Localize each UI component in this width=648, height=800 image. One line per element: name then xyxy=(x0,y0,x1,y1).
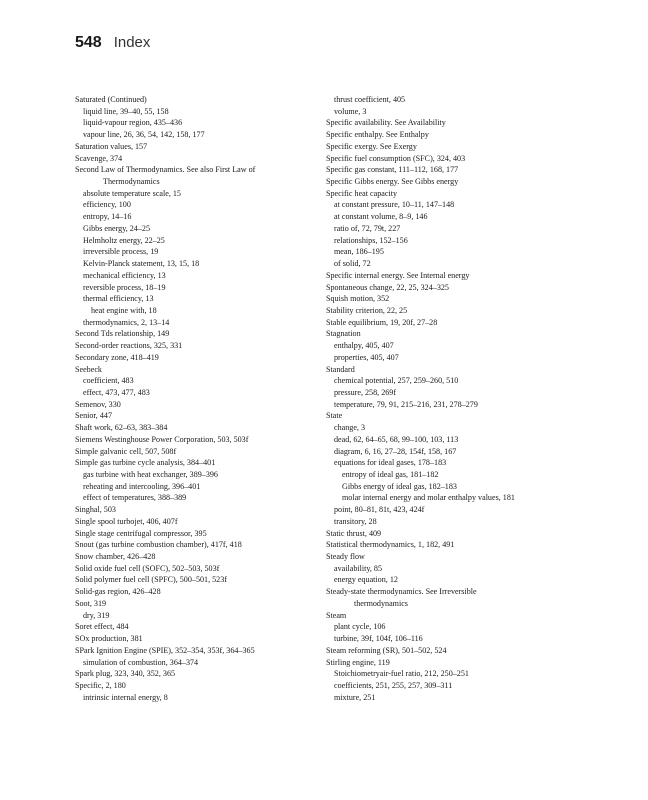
index-entry: Simple gas turbine cycle analysis, 384–401 xyxy=(75,458,216,468)
index-entry: liquid line, 39–40, 55, 158 xyxy=(83,106,169,116)
index-entry: of solid, 72 xyxy=(334,259,371,269)
index-entry: Steady-state thermodynamics. See Irreversible xyxy=(326,587,477,597)
index-entry: Statistical thermodynamics, 1, 182, 491 xyxy=(326,540,455,550)
index-entry: Second-order reactions, 325, 331 xyxy=(75,341,183,351)
index-entry: Seebeck xyxy=(75,364,102,374)
index-entry: coefficient, 483 xyxy=(83,376,134,386)
index-entry: liquid-vapour region, 435–436 xyxy=(83,118,183,128)
index-entry: Specific enthalpy. See Enthalpy xyxy=(326,130,429,140)
index-entry: Secondary zone, 418–419 xyxy=(75,352,159,362)
index-entry: chemical potential, 257, 259–260, 510 xyxy=(334,376,459,386)
index-entry: SOx production, 381 xyxy=(75,634,143,644)
index-entry: Specific availability. See Availability xyxy=(326,118,446,128)
index-entry: Semenov, 330 xyxy=(75,399,121,409)
index-entry: Snout (gas turbine combustion chamber), 417f, 418 xyxy=(75,540,242,550)
index-entry: availability, 85 xyxy=(334,563,383,573)
index-entry: Senior, 447 xyxy=(75,411,112,421)
index-entry: Single spool turbojet, 406, 407f xyxy=(75,516,178,526)
index-column-right xyxy=(326,94,576,703)
index-entry: mean, 186–195 xyxy=(334,247,384,257)
index-entry: Steady flow xyxy=(326,552,365,562)
index-entry: turbine, 39f, 104f, 106–116 xyxy=(334,634,423,644)
index-entry: Second Tds relationship, 149 xyxy=(75,329,170,339)
page-header xyxy=(75,34,150,58)
index-entry: Stirling engine, 119 xyxy=(326,657,390,667)
index-entry: Simple galvanic cell, 507, 508f xyxy=(75,446,177,456)
index-entry: Squish motion, 352 xyxy=(326,294,390,304)
index-entry: intrinsic internal energy, 8 xyxy=(83,692,168,702)
index-entry: relationships, 152–156 xyxy=(334,235,408,245)
index-entry: Snow chamber, 426–428 xyxy=(75,552,156,562)
index-entry: Specific heat capacity xyxy=(326,188,398,198)
page-title: Index xyxy=(113,34,151,51)
index-entry: Kelvin-Planck statement, 13, 15, 18 xyxy=(83,259,200,269)
index-entry: Spontaneous change, 22, 25, 324–325 xyxy=(326,282,449,292)
index-entry: Specific fuel consumption (SFC), 324, 403 xyxy=(326,153,466,163)
index-entry: equations for ideal gases, 178–183 xyxy=(334,458,447,468)
index-entry: Singhal, 503 xyxy=(75,505,116,515)
index-column-left xyxy=(75,94,315,703)
index-entry: Spark plug, 323, 340, 352, 365 xyxy=(75,669,176,679)
index-entry: Stoichiometryair-fuel ratio, 212, 250–251 xyxy=(334,669,469,679)
index-entry: coefficients, 251, 255, 257, 309–311 xyxy=(334,680,453,690)
index-entry: Solid oxide fuel cell (SOFC), 502–503, 503f xyxy=(75,563,220,573)
index-entry: at constant volume, 8–9, 146 xyxy=(334,212,428,222)
index-entry: heat engine with, 18 xyxy=(91,305,157,315)
index-entry: volume, 3 xyxy=(334,106,367,116)
index-entry: ratio of, 72, 79t, 227 xyxy=(334,223,401,233)
index-entry: dead, 62, 64–65, 68, 99–100, 103, 113 xyxy=(334,434,459,444)
index-entry: Steam xyxy=(326,610,347,620)
index-entry: Steam reforming (SR), 501–502, 524 xyxy=(326,645,447,655)
index-entry: gas turbine with heat exchanger, 389–396 xyxy=(83,470,218,479)
index-entry: irreversible process, 19 xyxy=(83,247,159,257)
index-entry: thermodynamics xyxy=(354,598,408,608)
index-entry: point, 80–81, 81t, 423, 424f xyxy=(334,505,425,515)
index-entry: mixture, 251 xyxy=(334,692,376,702)
index-entry: pressure, 258, 269f xyxy=(334,387,397,397)
index-entry: SPark Ignition Engine (SPIE), 352–354, 353f, 364–365 xyxy=(75,645,255,655)
index-entry: simulation of combustion, 364–374 xyxy=(83,657,199,667)
index-entry: properties, 405, 407 xyxy=(334,352,399,362)
index-entry: Specific, 2, 180 xyxy=(75,680,126,690)
index-entry: Static thrust, 409 xyxy=(326,528,382,538)
index-entry: diagram, 6, 16, 27–28, 154f, 158, 167 xyxy=(334,446,457,456)
index-entry: Stability criterion, 22, 25 xyxy=(326,305,408,315)
index-entry: Saturation values, 157 xyxy=(75,141,148,151)
index-entry: entropy of ideal gas, 181–182 xyxy=(342,470,439,479)
index-entry: plant cycle, 106 xyxy=(334,622,386,632)
index-entry: Specific internal energy. See Internal energy xyxy=(326,270,470,280)
index-entry: mechanical efficiency, 13 xyxy=(83,270,166,280)
index-entry: enthalpy, 405, 407 xyxy=(334,341,394,351)
index-entry: Gibbs energy of ideal gas, 182–183 xyxy=(342,481,457,491)
index-entry: Specific Gibbs energy. See Gibbs energy xyxy=(326,177,459,187)
index-entry: temperature, 79, 91, 215–216, 231, 278–279 xyxy=(334,399,478,409)
index-entry: Gibbs energy, 24–25 xyxy=(83,223,150,233)
index-entry: Soot, 319 xyxy=(75,598,107,608)
index-entry: Specific exergy. See Exergy xyxy=(326,141,417,151)
index-entry: absolute temperature scale, 15 xyxy=(83,188,181,198)
index-entry: molar internal energy and molar enthalpy values, 181 xyxy=(342,493,515,503)
index-entry: reversible process, 18–19 xyxy=(83,282,166,292)
index-entry: thermodynamics, 2, 13–14 xyxy=(83,317,170,327)
index-entry: entropy, 14–16 xyxy=(83,212,132,222)
index-entry: effect of temperatures, 388–389 xyxy=(83,493,187,503)
index-entry: reheating and intercooling, 396–401 xyxy=(83,481,201,491)
index-entry: Specific gas constant, 111–112, 168, 177 xyxy=(326,165,459,175)
index-entry: Thermodynamics xyxy=(103,177,160,187)
index-entry: vapour line, 26, 36, 54, 142, 158, 177 xyxy=(83,130,205,140)
index-entry: Single stage centrifugal compressor, 395 xyxy=(75,528,207,538)
index-entry: efficiency, 100 xyxy=(83,200,131,210)
index-entry: Saturated (Continued) xyxy=(75,95,147,104)
index-entry: Stagnation xyxy=(326,329,361,339)
index-entry: Stable equilibrium, 19, 20f, 27–28 xyxy=(326,317,438,327)
index-entry: Helmholtz energy, 22–25 xyxy=(83,235,165,245)
index-entry: dry, 319 xyxy=(83,610,110,620)
index-entry: Soret effect, 484 xyxy=(75,622,129,632)
index-entry: thrust coefficient, 405 xyxy=(334,95,406,104)
index-entry: at constant pressure, 10–11, 147–148 xyxy=(334,200,455,210)
index-entry: Solid polymer fuel cell (SPFC), 500–501, 523f xyxy=(75,575,227,585)
index-entry: thermal efficiency, 13 xyxy=(83,294,154,304)
index-entry: Siemens Westinghouse Power Corporation, 503, 503f xyxy=(75,434,249,444)
index-entry: Solid-gas region, 426–428 xyxy=(75,587,161,597)
index-entry: energy equation, 12 xyxy=(334,575,398,585)
index-entry: transitory, 28 xyxy=(334,516,377,526)
index-entry: Shaft work, 62–63, 383–384 xyxy=(75,423,168,433)
index-entry: Second Law of Thermodynamics. See also First Law of xyxy=(75,165,256,175)
index-entry: Standard xyxy=(326,364,355,374)
index-entry: State xyxy=(326,411,343,421)
page-number: 548 xyxy=(75,34,102,51)
index-entry: effect, 473, 477, 483 xyxy=(83,387,150,397)
index-entry: Scavenge, 374 xyxy=(75,153,123,163)
index-entry: change, 3 xyxy=(334,423,366,433)
